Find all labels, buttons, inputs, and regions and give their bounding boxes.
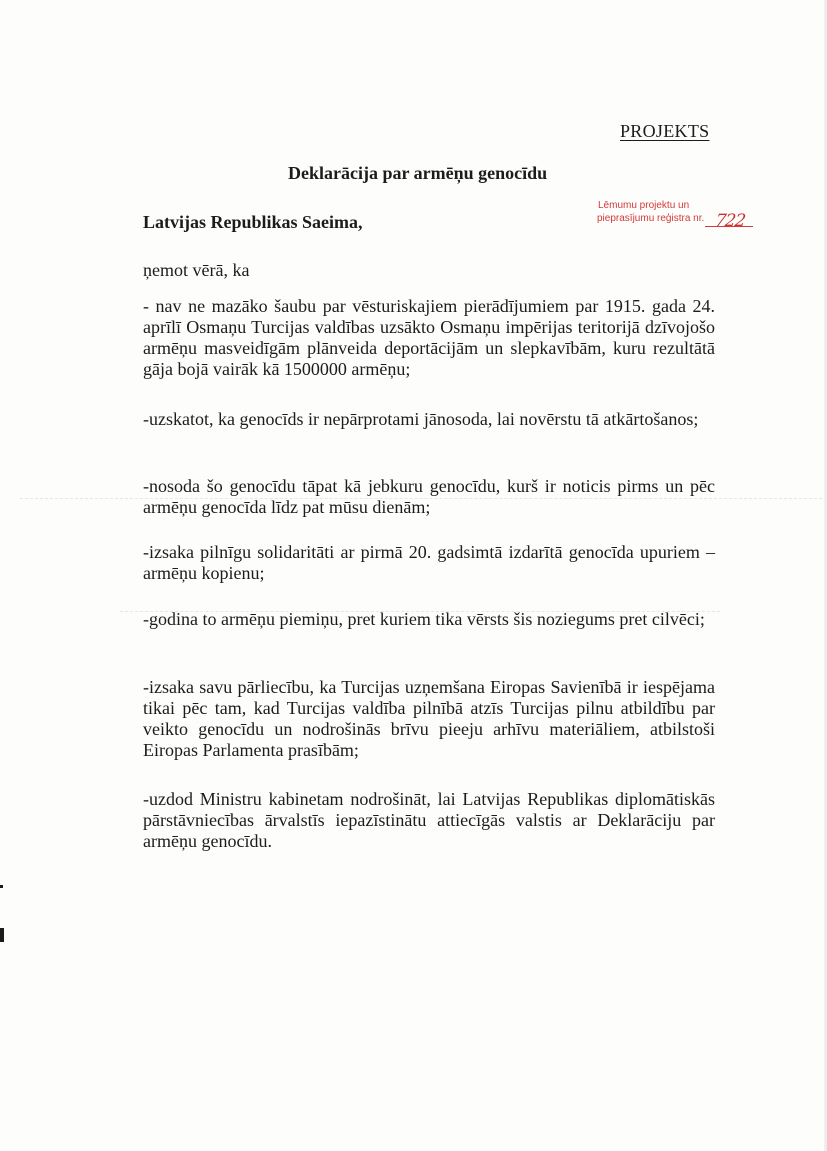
clause-2: -uzskatot, ka genocīds ir nepārprotami jānosoda, lai novērstu tā atkārtošanos; bbox=[143, 409, 699, 429]
clause-5: -godina to armēņu piemiņu, pret kuriem tika vērsts šis noziegums pret cilvēci; bbox=[143, 609, 705, 629]
stamp-line-1: Lēmumu projektu un bbox=[598, 200, 690, 211]
clause-6: -izsaka savu pārliecību, ka Turcijas uzņemšana Eiropas Savienībā ir iespējama tikai pēc tam, kad Turcijas valdība pilnībā atzīs Turcijas pilnu atbildību par veikto genocīdu un nodrošinās brīvu pieeju arhīvu materiāliem, atbilstoši Eiropas Parlamenta prasībām; bbox=[143, 677, 715, 760]
stamp-line-2: pieprasījumu reģistra nr. bbox=[597, 213, 705, 224]
clause-4: -izsaka pilnīgu solidaritāti ar pirmā 20. gadsimtā izdarītā genocīda upuriem – armēņu kopienu; bbox=[143, 542, 715, 583]
clause-7: -uzdod Ministru kabinetam nodrošināt, lai Latvijas Republikas diplomātiskās pārstāvniecības ārvalstīs iepazīstinātu attiecīgās valstis ar Deklarāciju par armēņu genocīdu. bbox=[143, 789, 715, 851]
scan-fold-line bbox=[20, 498, 827, 499]
intro-phrase: ņemot vērā, ka bbox=[143, 260, 250, 280]
stamp-handwritten-number: 722 bbox=[713, 211, 747, 231]
organization-name: Latvijas Republikas Saeima, bbox=[143, 212, 363, 232]
registry-stamp bbox=[597, 200, 777, 234]
project-label: PROJEKTS bbox=[620, 121, 710, 141]
scan-edge-mark bbox=[0, 928, 4, 942]
document-title: Deklarācija par armēņu genocīdu bbox=[288, 163, 548, 183]
clause-1: - nav ne mazāko šaubu par vēsturiskajiem pierādījumiem par 1915. gada 24. aprīlī Osmaņu Turcijas valdības uzsākto Osmaņu impērijas teritorijā dzīvojošo armēņu masveidīgām plānveida deportācijām un slepkavībām, kuru rezultātā gāja bojā vairāk kā 1500000 armēņu; bbox=[143, 296, 715, 379]
scan-edge-mark bbox=[0, 885, 3, 888]
clause-3: -nosoda šo genocīdu tāpat kā jebkuru genocīdu, kurš ir noticis pirms un pēc armēņu genocīda līdz pat mūsu dienām; bbox=[143, 476, 715, 517]
scan-fold-line bbox=[120, 611, 720, 612]
